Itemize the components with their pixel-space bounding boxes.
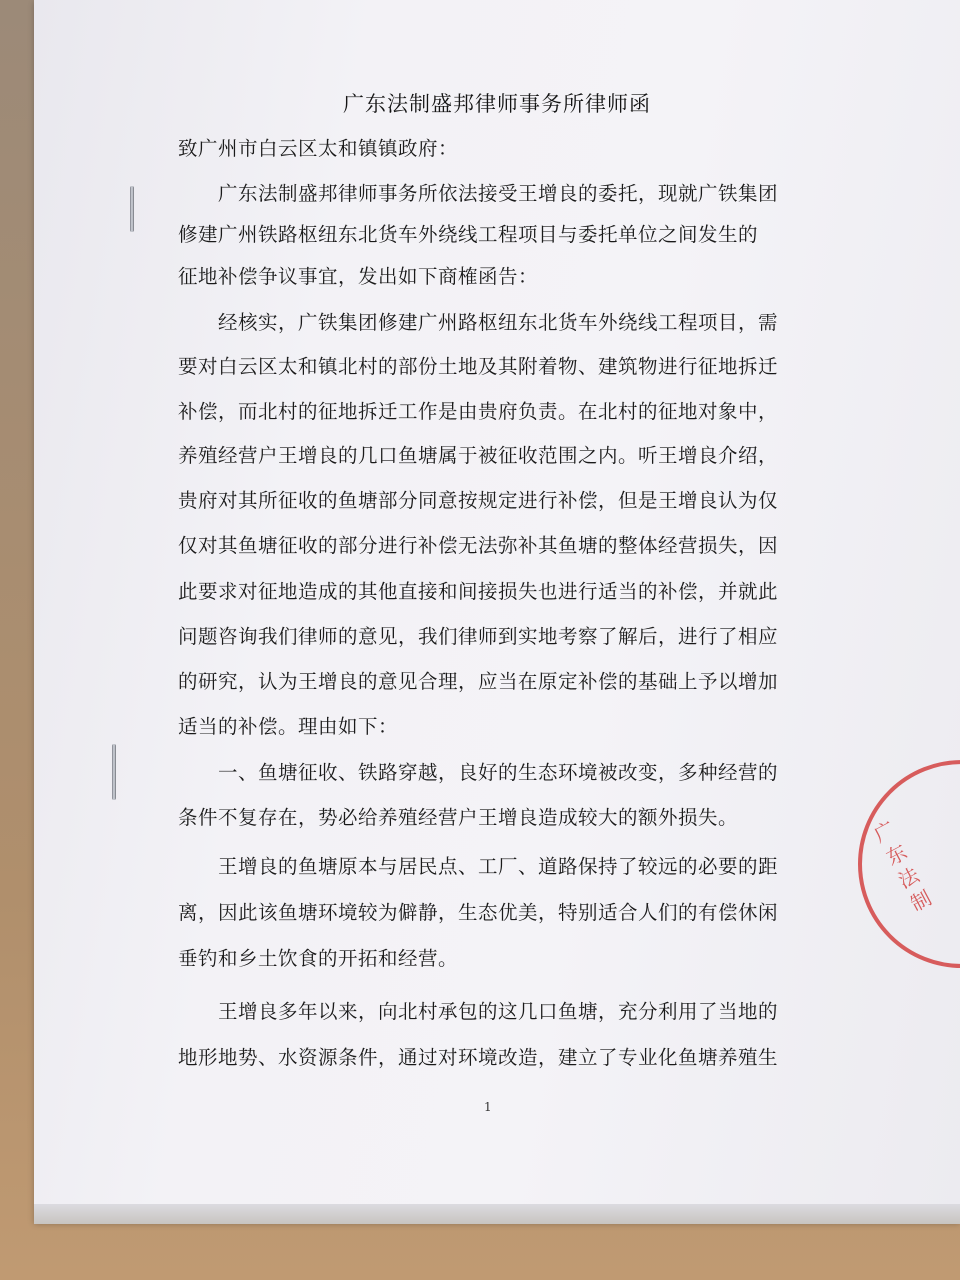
seal-lettering: 广东法制 <box>869 816 936 917</box>
staple-top <box>130 186 134 232</box>
paper-bottom-edge <box>34 1204 960 1224</box>
page-number: 1 <box>484 1100 492 1114</box>
body-line: 补偿，而北村的征地拆迁工作是由贵府负责。在北村的征地对象中， <box>178 400 779 423</box>
staple-middle <box>112 744 116 800</box>
body-line: 一、鱼塘征收、铁路穿越，良好的生态环境被改变，多种经营的 <box>218 761 779 784</box>
letter-title: 广东法制盛邦律师事务所律师函 <box>343 92 651 116</box>
body-line: 此要求对征地造成的其他直接和间接损失也进行适当的补偿，并就此 <box>178 580 779 603</box>
body-line: 王增良的鱼塘原本与居民点、工厂、道路保持了较远的必要的距 <box>218 855 779 878</box>
body-line: 修建广州铁路枢纽东北货车外绕线工程项目与委托单位之间发生的 <box>178 223 759 246</box>
body-line: 适当的补偿。理由如下： <box>178 715 399 738</box>
body-line: 王增良多年以来，向北村承包的这几口鱼塘，充分利用了当地的 <box>218 1000 779 1023</box>
body-line: 广东法制盛邦律师事务所依法接受王增良的委托，现就广铁集团 <box>218 182 779 205</box>
body-line: 垂钓和乡土饮食的开拓和经营。 <box>178 947 459 970</box>
body-line: 地形地势、水资源条件，通过对环境改造，建立了专业化鱼塘养殖生 <box>178 1046 779 1069</box>
body-line: 离，因此该鱼塘环境较为僻静，生态优美，特别适合人们的有偿休闲 <box>178 901 779 924</box>
body-line: 条件不复存在，势必给养殖经营户王增良造成较大的额外损失。 <box>178 806 739 829</box>
body-line: 征地补偿争议事宜，发出如下商榷函告： <box>178 265 539 288</box>
body-line: 的研究，认为王增良的意见合理，应当在原定补偿的基础上予以增加 <box>178 670 779 693</box>
body-line: 仅对其鱼塘征收的部分进行补偿无法弥补其鱼塘的整体经营损失，因 <box>178 534 779 557</box>
body-line: 问题咨询我们律师的意见，我们律师到实地考察了解后，进行了相应 <box>178 625 779 648</box>
salutation-line: 致广州市白云区太和镇镇政府： <box>178 137 459 160</box>
body-line: 养殖经营户王增良的几口鱼塘属于被征收范围之内。听王增良介绍， <box>178 444 779 467</box>
body-line: 要对白云区太和镇北村的部份土地及其附着物、建筑物进行征地拆迁 <box>178 355 779 378</box>
body-line: 经核实，广铁集团修建广州路枢纽东北货车外绕线工程项目，需 <box>218 311 779 334</box>
body-line: 贵府对其所征收的鱼塘部分同意按规定进行补偿，但是王增良认为仅 <box>178 489 779 512</box>
